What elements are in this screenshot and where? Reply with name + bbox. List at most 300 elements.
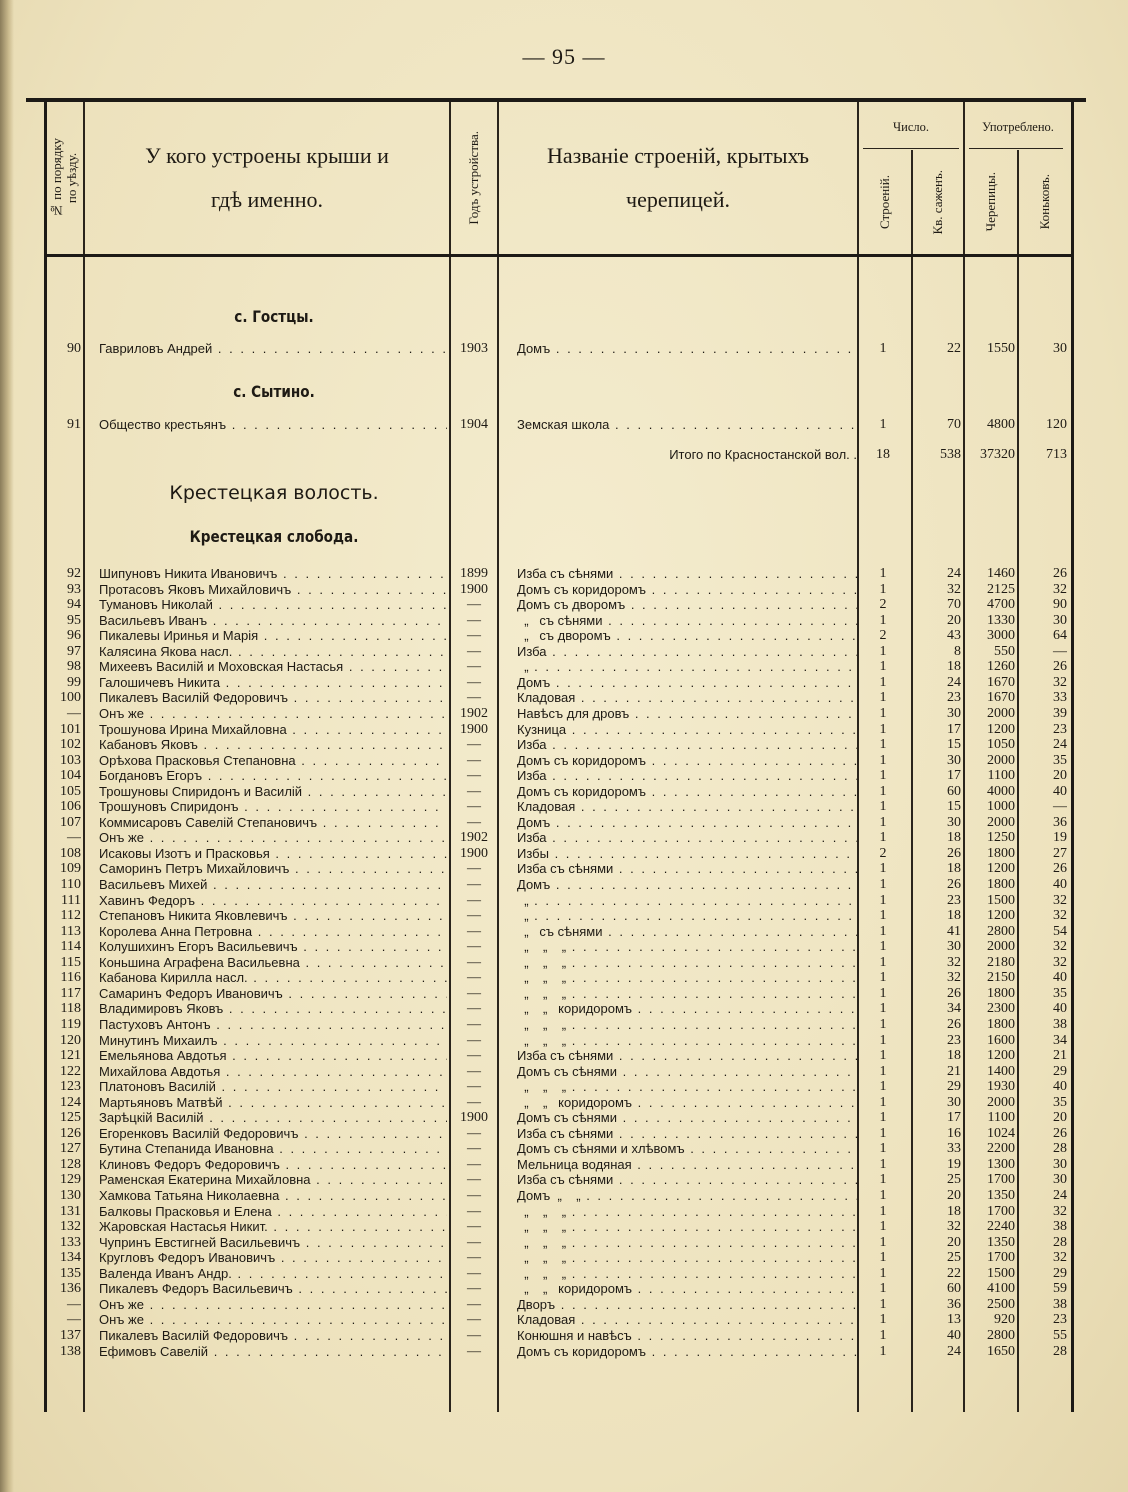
square-sazhen: 36 bbox=[947, 1296, 961, 1312]
year-built: 1900 bbox=[460, 581, 488, 597]
owner-name: Васильевъ Михей . . . bbox=[99, 877, 447, 892]
square-sazhen: 17 bbox=[947, 721, 961, 737]
row-number: 132 bbox=[60, 1219, 81, 1235]
table-row bbox=[47, 939, 1071, 954]
header-owner bbox=[85, 102, 449, 254]
ridges-used: 32 bbox=[1053, 892, 1067, 908]
table-row bbox=[47, 737, 1071, 752]
building-name: Домъ . . . bbox=[517, 341, 857, 356]
building-name: Домъ . . . bbox=[517, 815, 857, 830]
ridges-used: 23 bbox=[1053, 1312, 1067, 1328]
structures-count: 1 bbox=[879, 1156, 887, 1172]
tiles-used: 1250 bbox=[987, 830, 1015, 846]
year-built: — bbox=[467, 783, 481, 799]
tiles-used: 1300 bbox=[987, 1156, 1015, 1172]
total-structures: 18 bbox=[876, 447, 890, 462]
ridges-used: 40 bbox=[1053, 783, 1067, 799]
owner-name: Кругловъ Федоръ Ивановичъ . . . bbox=[99, 1250, 447, 1265]
row-number: 115 bbox=[60, 954, 81, 970]
owner-name: Шипуновъ Никита Ивановичъ . . . bbox=[99, 566, 447, 581]
year-built: — bbox=[467, 1265, 481, 1281]
page-binding-edge bbox=[0, 0, 14, 1492]
building-name: Домъ съ дворомъ . . . bbox=[517, 597, 857, 612]
building-name: „ „ „ . . . bbox=[517, 986, 857, 1001]
row-number: 113 bbox=[60, 923, 81, 939]
structures-count: 1 bbox=[879, 1219, 887, 1235]
year-built: — bbox=[467, 923, 481, 939]
year-built: — bbox=[467, 1312, 481, 1328]
table-row bbox=[47, 799, 1071, 814]
row-number: 130 bbox=[60, 1188, 81, 1203]
year-built: — bbox=[467, 690, 481, 706]
header-number bbox=[47, 102, 83, 254]
row-number: 100 bbox=[60, 690, 81, 706]
row-number: 122 bbox=[60, 1063, 81, 1079]
ridges-used: 32 bbox=[1053, 674, 1067, 690]
year-built: — bbox=[467, 674, 481, 690]
section-volost: Крестецкая волость. bbox=[169, 482, 379, 504]
square-sazhen: 26 bbox=[947, 877, 961, 892]
structures-count: 1 bbox=[879, 1188, 887, 1203]
square-sazhen: 30 bbox=[947, 814, 961, 830]
ridges-used: 29 bbox=[1053, 1063, 1067, 1079]
square-sazhen: 25 bbox=[947, 1250, 961, 1266]
owner-name: Минутинъ Михаилъ . . . bbox=[99, 1033, 447, 1048]
building-name: „ . . . bbox=[517, 908, 857, 923]
ridges-used: 28 bbox=[1053, 1343, 1067, 1359]
tiles-used: 2200 bbox=[987, 1141, 1015, 1157]
table-row bbox=[47, 893, 1071, 908]
square-sazhen: 32 bbox=[947, 970, 961, 986]
table-row bbox=[47, 644, 1071, 659]
year-built: — bbox=[467, 768, 481, 784]
structures-count: 1 bbox=[879, 1312, 887, 1328]
building-name: „ „ „ . . . bbox=[517, 1250, 857, 1265]
structures-count: 1 bbox=[879, 566, 887, 581]
owner-name: Трошуновъ Спиридонъ . . . bbox=[99, 799, 447, 814]
roof-table bbox=[44, 102, 1074, 1412]
table-row bbox=[47, 908, 1071, 923]
building-name: Изба . . . bbox=[517, 768, 857, 783]
owner-name: Трошунова Ирина Михайловна . . . bbox=[99, 722, 447, 737]
row-number: — bbox=[67, 830, 81, 846]
ridges-used: 26 bbox=[1053, 1125, 1067, 1141]
square-sazhen: 23 bbox=[947, 1032, 961, 1048]
owner-name: Мартьяновъ Матвѣй . . . bbox=[99, 1095, 447, 1110]
table-row bbox=[47, 784, 1071, 799]
ridges-used: 24 bbox=[1053, 737, 1067, 753]
table-row bbox=[47, 1064, 1071, 1079]
row-number: 92 bbox=[67, 566, 81, 581]
row-number: 134 bbox=[60, 1250, 81, 1266]
row-number: 106 bbox=[60, 799, 81, 815]
structures-count: 1 bbox=[879, 954, 887, 970]
owner-name: Михеевъ Василій и Моховская Настасья . . . bbox=[99, 659, 447, 674]
row-number: 95 bbox=[67, 612, 81, 628]
table-row bbox=[47, 877, 1071, 892]
header-year-label: Годъ устройства. bbox=[465, 131, 481, 225]
tiles-used: 1000 bbox=[987, 799, 1015, 815]
group-count-label: Число. bbox=[893, 120, 929, 134]
building-name: Изба съ сѣнями . . . bbox=[517, 1126, 857, 1141]
structures-count: 1 bbox=[879, 1125, 887, 1141]
tiles-used: 2800 bbox=[987, 923, 1015, 939]
row-number: 137 bbox=[60, 1327, 81, 1343]
building-name: Изба съ сѣнями . . . bbox=[517, 566, 857, 581]
square-sazhen: 70 bbox=[947, 597, 961, 613]
owner-name: Онъ же . . . bbox=[99, 1297, 447, 1312]
ridges-used: 26 bbox=[1053, 861, 1067, 877]
square-sazhen: 24 bbox=[947, 674, 961, 690]
ridges-used: 64 bbox=[1053, 628, 1067, 644]
year-built: — bbox=[467, 1203, 481, 1219]
structures-count: 1 bbox=[879, 612, 887, 628]
structures-count: 2 bbox=[879, 628, 887, 644]
structures-count: 1 bbox=[879, 737, 887, 753]
structures-count: 1 bbox=[879, 877, 887, 892]
square-sazhen: 32 bbox=[947, 581, 961, 597]
structures-count: 1 bbox=[879, 1250, 887, 1266]
building-name: Изба съ сѣнями . . . bbox=[517, 1172, 857, 1187]
table-row bbox=[47, 768, 1071, 783]
year-built: 1903 bbox=[460, 341, 488, 356]
year-built: — bbox=[467, 1234, 481, 1250]
total-row bbox=[47, 447, 1071, 462]
ridges-used: 38 bbox=[1053, 1296, 1067, 1312]
building-name: Домъ . . . bbox=[517, 877, 857, 892]
row-number: 103 bbox=[60, 752, 81, 768]
owner-name: Онъ же . . . bbox=[99, 830, 447, 845]
table-row bbox=[47, 690, 1071, 705]
structures-count: 1 bbox=[879, 1048, 887, 1064]
ridges-used: 32 bbox=[1053, 581, 1067, 597]
year-built: — bbox=[467, 1048, 481, 1064]
ridges-used: 32 bbox=[1053, 1250, 1067, 1266]
header-year bbox=[451, 102, 497, 254]
ridges-used: 19 bbox=[1053, 830, 1067, 846]
year-built: — bbox=[467, 1281, 481, 1297]
ridges-used: 33 bbox=[1053, 690, 1067, 706]
square-sazhen: 26 bbox=[947, 1016, 961, 1032]
ridges-used: 40 bbox=[1053, 877, 1067, 892]
structures-count: 1 bbox=[879, 721, 887, 737]
table-row bbox=[47, 861, 1071, 876]
structures-count: 1 bbox=[879, 1141, 887, 1157]
building-name: Домъ съ коридоромъ . . . bbox=[517, 784, 857, 799]
owner-name: Калясина Якова насл. . . . bbox=[99, 644, 447, 659]
structures-count: 1 bbox=[879, 1001, 887, 1017]
ridges-used: 39 bbox=[1053, 705, 1067, 721]
table-row bbox=[47, 986, 1071, 1001]
table-body bbox=[47, 257, 1071, 1412]
table-row bbox=[47, 1250, 1071, 1265]
structures-count: 1 bbox=[879, 892, 887, 908]
ridges-used: 34 bbox=[1053, 1032, 1067, 1048]
table-row bbox=[47, 753, 1071, 768]
ridges-used: 30 bbox=[1053, 612, 1067, 628]
building-name: „ „ „ . . . bbox=[517, 1235, 857, 1250]
tiles-used: 1930 bbox=[987, 1079, 1015, 1095]
year-built: 1899 bbox=[460, 566, 488, 581]
tiles-used: 1600 bbox=[987, 1032, 1015, 1048]
structures-count: 1 bbox=[879, 1343, 887, 1359]
table-row bbox=[47, 675, 1071, 690]
structures-count: 1 bbox=[879, 1172, 887, 1188]
building-name: „ „ „ . . . bbox=[517, 970, 857, 985]
owner-name: Тумановъ Николай . . . bbox=[99, 597, 447, 612]
tiles-used: 3000 bbox=[987, 628, 1015, 644]
table-row bbox=[47, 1172, 1071, 1187]
year-built: — bbox=[467, 1079, 481, 1095]
row-number: 118 bbox=[60, 1001, 81, 1017]
year-built: — bbox=[467, 1032, 481, 1048]
building-name: Домъ „ „ . . . bbox=[517, 1188, 857, 1203]
building-name: Домъ съ сѣнями . . . bbox=[517, 1110, 857, 1125]
tiles-used: 1460 bbox=[987, 566, 1015, 581]
header-structures-label: Строеній. bbox=[876, 174, 892, 230]
square-sazhen: 21 bbox=[947, 1063, 961, 1079]
header-number-line1: № по порядку bbox=[49, 137, 65, 219]
structures-count: 1 bbox=[879, 1016, 887, 1032]
building-name: Конюшня и навѣсъ . . . bbox=[517, 1328, 857, 1343]
square-sazhen: 34 bbox=[947, 1001, 961, 1017]
owner-name: Раменская Екатерина Михайловна . . . bbox=[99, 1172, 447, 1187]
owner-name: Пикалевъ Василій Федоровичъ . . . bbox=[99, 690, 447, 705]
row-number: 111 bbox=[61, 892, 81, 908]
tiles-used: 2000 bbox=[987, 1094, 1015, 1110]
ridges-used: 26 bbox=[1053, 566, 1067, 581]
owner-name: Королева Анна Петровна . . . bbox=[99, 924, 447, 939]
ridges-used: 59 bbox=[1053, 1281, 1067, 1297]
row-number: 90 bbox=[67, 341, 81, 356]
structures-count: 1 bbox=[879, 939, 887, 955]
header-owner-line1: У кого устроены крыши и bbox=[145, 143, 389, 168]
year-built: — bbox=[467, 1141, 481, 1157]
square-sazhen: 40 bbox=[947, 1327, 961, 1343]
row-number: 129 bbox=[60, 1172, 81, 1188]
structures-count: 1 bbox=[879, 417, 887, 432]
owner-name: Егоренковъ Василій Федоровичъ . . . bbox=[99, 1126, 447, 1141]
ridges-used: 55 bbox=[1053, 1327, 1067, 1343]
year-built: — bbox=[467, 1219, 481, 1235]
ridges-used: 29 bbox=[1053, 1265, 1067, 1281]
square-sazhen: 60 bbox=[947, 783, 961, 799]
header-tiles-label: Черепицы. bbox=[982, 172, 998, 232]
owner-name: Галошичевъ Никита . . . bbox=[99, 675, 447, 690]
square-sazhen: 30 bbox=[947, 1094, 961, 1110]
row-number: 135 bbox=[60, 1265, 81, 1281]
square-sazhen: 18 bbox=[947, 1048, 961, 1064]
structures-count: 2 bbox=[879, 845, 887, 861]
owner-name: Трошуновы Спиридонъ и Василій . . . bbox=[99, 784, 447, 799]
ridges-used: 28 bbox=[1053, 1141, 1067, 1157]
section-village-gostsy: с. Гостцы. bbox=[234, 307, 314, 326]
structures-count: 1 bbox=[879, 1281, 887, 1297]
owner-name: Протасовъ Яковъ Михайловичъ . . . bbox=[99, 582, 447, 597]
square-sazhen: 26 bbox=[947, 985, 961, 1001]
square-sazhen: 43 bbox=[947, 628, 961, 644]
row-number: 94 bbox=[67, 597, 81, 613]
square-sazhen: 20 bbox=[947, 1188, 961, 1203]
year-built: — bbox=[467, 877, 481, 892]
row-number: 125 bbox=[60, 1110, 81, 1126]
structures-count: 1 bbox=[879, 674, 887, 690]
owner-name: Гавриловъ Андрей . . . bbox=[99, 341, 447, 356]
structures-count: 1 bbox=[879, 752, 887, 768]
row-number: 109 bbox=[60, 861, 81, 877]
year-built: — bbox=[467, 1156, 481, 1172]
structures-count: 1 bbox=[879, 923, 887, 939]
structures-count: 1 bbox=[879, 643, 887, 659]
ridges-used: 32 bbox=[1053, 954, 1067, 970]
section-sloboda: Крестецкая слобода. bbox=[189, 527, 359, 546]
ridges-used: 21 bbox=[1053, 1048, 1067, 1064]
table-row bbox=[47, 1312, 1071, 1327]
owner-name: Пикалевъ Василій Федоровичъ . . . bbox=[99, 1328, 447, 1343]
square-sazhen: 23 bbox=[947, 892, 961, 908]
ridges-used: 54 bbox=[1053, 923, 1067, 939]
table-row bbox=[47, 1017, 1071, 1032]
structures-count: 2 bbox=[879, 597, 887, 613]
tiles-used: 1500 bbox=[987, 1265, 1015, 1281]
year-built: — bbox=[467, 1296, 481, 1312]
ridges-used: 20 bbox=[1053, 1110, 1067, 1126]
group-used-label: Употреблено. bbox=[982, 120, 1054, 134]
tiles-used: 2240 bbox=[987, 1219, 1015, 1235]
total-tiles: 37320 bbox=[980, 447, 1015, 462]
square-sazhen: 24 bbox=[947, 566, 961, 581]
structures-count: 1 bbox=[879, 814, 887, 830]
total-sq-sazhen: 538 bbox=[940, 447, 961, 462]
building-name: Изба съ сѣнями . . . bbox=[517, 861, 857, 876]
row-number: 104 bbox=[60, 768, 81, 784]
owner-name: Валенда Иванъ Андр. . . . bbox=[99, 1266, 447, 1281]
ridges-used: 26 bbox=[1053, 659, 1067, 675]
row-number: 121 bbox=[60, 1048, 81, 1064]
owner-name: Орѣхова Прасковья Степановна . . . bbox=[99, 753, 447, 768]
year-built: — bbox=[467, 954, 481, 970]
year-built: — bbox=[467, 1250, 481, 1266]
year-built: — bbox=[467, 985, 481, 1001]
building-name: Домъ съ сѣнями и хлѣвомъ . . . bbox=[517, 1141, 857, 1156]
ridges-used: 27 bbox=[1053, 845, 1067, 861]
structures-count: 1 bbox=[879, 1063, 887, 1079]
table-row bbox=[47, 613, 1071, 628]
tiles-used: 2125 bbox=[987, 581, 1015, 597]
header-number-line2: по уѣзду. bbox=[64, 152, 79, 204]
square-sazhen: 20 bbox=[947, 612, 961, 628]
row-number: 136 bbox=[60, 1281, 81, 1297]
ridges-used: 23 bbox=[1053, 721, 1067, 737]
ridges-used: 40 bbox=[1053, 1079, 1067, 1095]
square-sazhen: 32 bbox=[947, 1219, 961, 1235]
table-row bbox=[47, 1033, 1071, 1048]
year-built: — bbox=[467, 597, 481, 613]
structures-count: 1 bbox=[879, 1203, 887, 1219]
total-ridges: 713 bbox=[1046, 447, 1067, 462]
year-built: — bbox=[467, 939, 481, 955]
square-sazhen: 30 bbox=[947, 705, 961, 721]
row-number: 133 bbox=[60, 1234, 81, 1250]
building-name: Кузница . . . bbox=[517, 722, 857, 737]
building-name: „ съ сѣнями . . . bbox=[517, 924, 857, 939]
header-ridges-label: Коньковъ. bbox=[1036, 174, 1052, 230]
building-name: „ „ „ . . . bbox=[517, 1017, 857, 1032]
square-sazhen: 18 bbox=[947, 659, 961, 675]
row-number: 101 bbox=[60, 721, 81, 737]
tiles-used: 1800 bbox=[987, 845, 1015, 861]
tiles-used: 1700 bbox=[987, 1250, 1015, 1266]
row-number: 128 bbox=[60, 1156, 81, 1172]
ridges-used: 35 bbox=[1053, 752, 1067, 768]
year-built: — bbox=[467, 1327, 481, 1343]
tiles-used: 4800 bbox=[987, 417, 1015, 432]
row-number: 123 bbox=[60, 1079, 81, 1095]
year-built: — bbox=[467, 814, 481, 830]
square-sazhen: 19 bbox=[947, 1156, 961, 1172]
building-name: „ „ коридоромъ . . . bbox=[517, 1001, 857, 1016]
year-built: — bbox=[467, 970, 481, 986]
building-name: Домъ съ коридоромъ . . . bbox=[517, 753, 857, 768]
year-built: — bbox=[467, 1001, 481, 1017]
building-name: Домъ съ коридоромъ . . . bbox=[517, 582, 857, 597]
table-row bbox=[47, 628, 1071, 643]
square-sazhen: 26 bbox=[947, 845, 961, 861]
tiles-used: 1550 bbox=[987, 341, 1015, 356]
table-row bbox=[47, 1157, 1071, 1172]
table-row bbox=[47, 830, 1071, 845]
owner-name: Михайлова Авдотья . . . bbox=[99, 1064, 447, 1079]
table-row bbox=[47, 970, 1071, 985]
building-name: Домъ съ коридоромъ . . . bbox=[517, 1344, 857, 1359]
row-number: — bbox=[67, 705, 81, 721]
building-name: Изба съ сѣнями . . . bbox=[517, 1048, 857, 1063]
square-sazhen: 18 bbox=[947, 908, 961, 924]
tiles-used: 1650 bbox=[987, 1343, 1015, 1359]
table-row bbox=[47, 1048, 1071, 1063]
tiles-used: 1100 bbox=[987, 1110, 1015, 1126]
square-sazhen: 15 bbox=[947, 799, 961, 815]
square-sazhen: 24 bbox=[947, 1343, 961, 1359]
square-sazhen: 20 bbox=[947, 1234, 961, 1250]
ridges-used: 32 bbox=[1053, 908, 1067, 924]
row-number: 112 bbox=[60, 908, 81, 924]
tiles-used: 1350 bbox=[987, 1234, 1015, 1250]
building-name: „ . . . bbox=[517, 893, 857, 908]
tiles-used: 1200 bbox=[987, 721, 1015, 737]
tiles-used: 1050 bbox=[987, 737, 1015, 753]
header-building-line2: черепицей. bbox=[626, 187, 730, 212]
table-row bbox=[47, 1095, 1071, 1110]
header-building bbox=[499, 102, 857, 254]
owner-name: Пикалевы Иринья и Марія . . . bbox=[99, 628, 447, 643]
year-built: — bbox=[467, 861, 481, 877]
row-number: 127 bbox=[60, 1141, 81, 1157]
ridges-used: 38 bbox=[1053, 1219, 1067, 1235]
year-built: — bbox=[467, 1016, 481, 1032]
structures-count: 1 bbox=[879, 783, 887, 799]
row-number: 131 bbox=[60, 1203, 81, 1219]
row-number: 99 bbox=[67, 674, 81, 690]
row-number: — bbox=[67, 1296, 81, 1312]
building-name: Кладовая . . . bbox=[517, 690, 857, 705]
structures-count: 1 bbox=[879, 830, 887, 846]
building-name: „ съ сѣнями . . . bbox=[517, 613, 857, 628]
structures-count: 1 bbox=[879, 1265, 887, 1281]
owner-name: Исаковы Изотъ и Прасковья . . . bbox=[99, 846, 447, 861]
table-header bbox=[47, 102, 1071, 257]
row-number: 98 bbox=[67, 659, 81, 675]
